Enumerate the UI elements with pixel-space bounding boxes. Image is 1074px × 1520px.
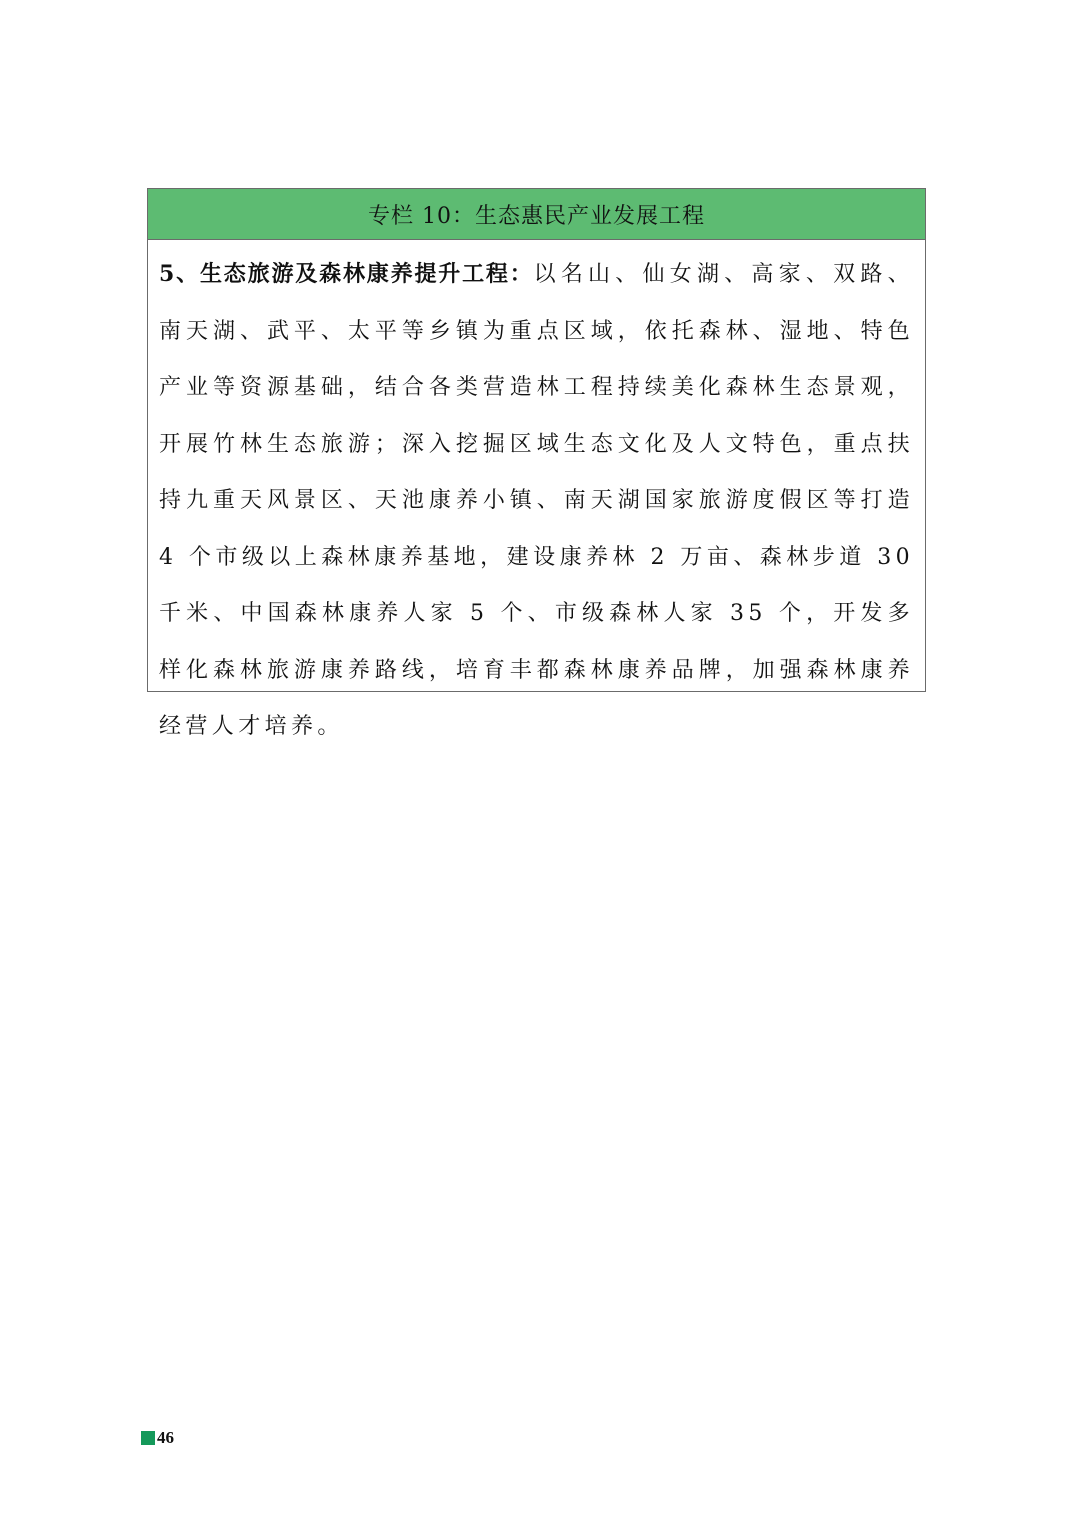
page-marker-icon [141, 1431, 155, 1445]
box-body [148, 240, 925, 739]
project-heading: 5、生态旅游及森林康养提升工程： [159, 261, 534, 287]
box-title: 专栏 10：生态惠民产业发展工程 [148, 189, 925, 240]
page-footer [141, 1428, 174, 1448]
project-description: 以名山、仙女湖、高家、双路、南天湖、武平、太平等乡镇为重点区域，依托森林、湿地、特色产业等资源基础，结合各类营造林工程持续美化森林生态景观，开展竹林生态旅游；深入挖掘区域生态文化及人文特色，重点扶持九重天风景区、天池康养小镇、南天湖国家旅游度假区等打造 4 个市级以上森林康养基地，建设康养林 2 万亩、森林步道 30 千米、中国森林康养人家 5 个、市级森林人家 35 个，开发多样化森林旅游康养路线，培育丰都森林康养品牌，加强森林康养经营人才培养。 [159, 262, 914, 739]
feature-box [147, 188, 926, 739]
page-number: 46 [157, 1428, 174, 1447]
